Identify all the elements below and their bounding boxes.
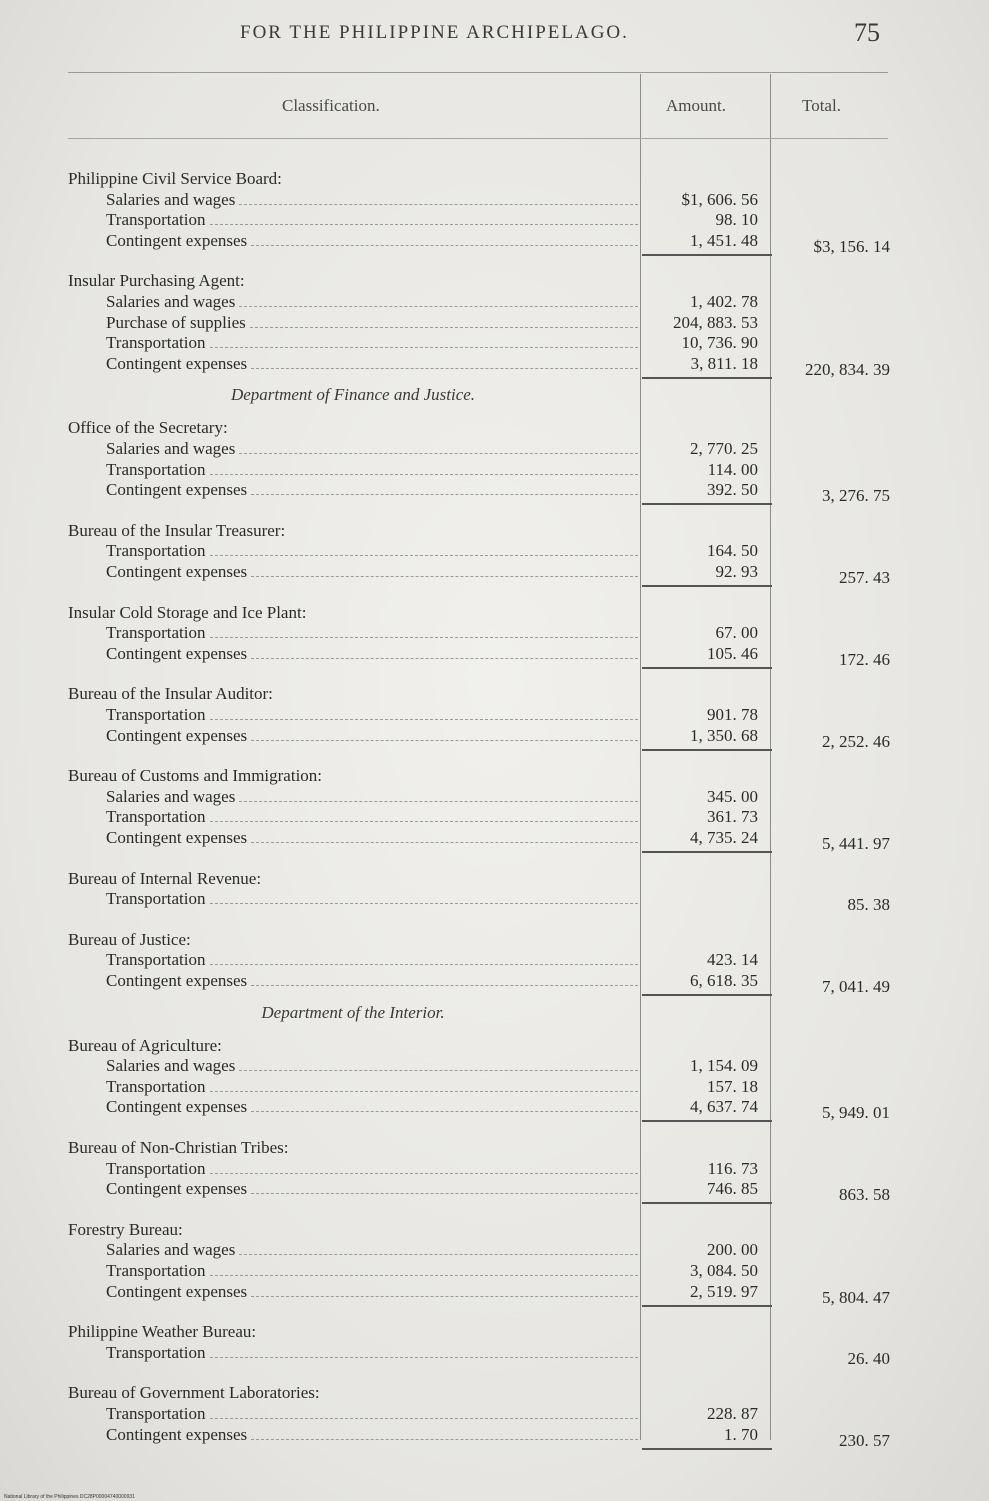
table-row xyxy=(60,704,890,726)
amount-cell: 105. 46 xyxy=(707,643,758,663)
table-row xyxy=(60,209,890,231)
subtotal-rule xyxy=(642,851,772,853)
item-label: Contingent expenses xyxy=(106,1424,248,1444)
subtotal-rule xyxy=(642,1120,772,1122)
leader-dots xyxy=(239,306,638,308)
section-label: Office of the Secretary: xyxy=(68,418,228,438)
amount-cell: 4, 637. 74 xyxy=(690,1097,758,1117)
leader-dots xyxy=(210,224,639,226)
table-row xyxy=(60,949,890,971)
leader-dots xyxy=(251,368,638,370)
leader-dots xyxy=(251,1439,638,1441)
subtotal-rule xyxy=(642,254,772,256)
item-label: Transportation xyxy=(106,1404,206,1423)
item-label: Salaries and wages xyxy=(106,1240,236,1260)
table-row xyxy=(60,1260,890,1282)
amount-cell: 423. 14 xyxy=(707,950,758,970)
page-title: FOR THE PHILIPPINE ARCHIPELAGO. xyxy=(240,22,629,43)
subtotal-rule xyxy=(642,585,772,587)
item-label: Contingent expenses xyxy=(106,562,248,581)
leader-dots xyxy=(250,327,638,329)
leader-dots xyxy=(251,245,638,247)
table-row xyxy=(60,1158,890,1180)
item-label: Purchase of supplies xyxy=(106,312,246,332)
subtotal-rule xyxy=(642,1202,772,1204)
table-section-row xyxy=(60,683,890,705)
leader-dots xyxy=(251,1193,638,1195)
page-number: 75 xyxy=(854,18,880,47)
total-cell: 5, 441. 97 xyxy=(822,834,890,853)
total-cell: 230. 57 xyxy=(839,1430,890,1450)
table-row xyxy=(60,725,890,751)
leader-dots xyxy=(210,719,639,721)
subtotal-rule xyxy=(642,1448,772,1450)
item-label: Salaries and wages xyxy=(106,292,236,311)
item-label: Transportation xyxy=(106,1158,206,1178)
leader-dots xyxy=(251,1296,638,1298)
table-section-row xyxy=(60,1137,890,1159)
amount-cell: 1, 402. 78 xyxy=(690,292,758,311)
table-row xyxy=(60,827,890,853)
section-label: Insular Purchasing Agent: xyxy=(68,271,245,291)
amount-cell: 1, 350. 68 xyxy=(690,725,758,745)
table-section-row xyxy=(60,602,890,624)
leader-dots xyxy=(210,1091,639,1093)
table-row xyxy=(60,353,890,379)
section-label: Forestry Bureau: xyxy=(68,1219,183,1239)
amount-cell: 345. 00 xyxy=(707,786,758,806)
amount-cell: 10, 736. 90 xyxy=(681,333,758,353)
total-cell: 2, 252. 46 xyxy=(822,731,890,751)
amount-cell: 204, 883. 53 xyxy=(673,312,758,332)
amount-cell: 901. 78 xyxy=(707,705,758,724)
subtotal-rule xyxy=(642,503,772,505)
leader-dots xyxy=(210,347,639,349)
table-row xyxy=(60,1403,890,1425)
leader-dots xyxy=(210,1418,639,1420)
amount-cell: 6, 618. 35 xyxy=(690,971,758,990)
item-label: Transportation xyxy=(106,1261,206,1280)
table-section-row xyxy=(60,1321,890,1343)
subtotal-rule xyxy=(642,1305,772,1307)
item-label: Transportation xyxy=(106,333,206,353)
total-cell: 26. 40 xyxy=(847,1348,890,1368)
table-row xyxy=(60,1281,890,1307)
item-label: Transportation xyxy=(106,459,206,479)
amount-cell: 3, 811. 18 xyxy=(690,353,758,373)
item-label: Contingent expenses xyxy=(106,480,248,500)
table-row xyxy=(60,540,890,562)
item-label: Transportation xyxy=(106,623,206,643)
section-label: Insular Cold Storage and Ice Plant: xyxy=(68,602,307,622)
item-label: Transportation xyxy=(106,950,206,970)
amount-cell: 92. 93 xyxy=(715,562,758,581)
table-row xyxy=(60,291,890,313)
running-head xyxy=(0,18,989,48)
leader-dots xyxy=(251,740,638,742)
leader-dots xyxy=(210,903,639,905)
leader-dots xyxy=(210,964,639,966)
amount-cell: 1, 451. 48 xyxy=(690,230,758,250)
table-row xyxy=(60,970,890,996)
department-heading: Department of Finance and Justice. xyxy=(230,385,476,405)
total-cell: 3, 276. 75 xyxy=(822,486,890,506)
table-section-row xyxy=(60,765,890,787)
amount-cell: 2, 519. 97 xyxy=(690,1281,758,1301)
item-label: Transportation xyxy=(106,705,206,724)
table-row xyxy=(60,786,890,808)
amount-cell: 164. 50 xyxy=(707,541,758,561)
item-label: Salaries and wages xyxy=(106,1056,236,1076)
table-row xyxy=(60,1096,890,1123)
table-row xyxy=(60,1342,890,1368)
table-section-row xyxy=(60,1219,890,1241)
column-header-amount: Amount. xyxy=(666,96,726,115)
item-label: Transportation xyxy=(106,541,206,561)
leader-dots xyxy=(239,801,638,803)
item-label: Transportation xyxy=(106,889,206,909)
total-cell: 863. 58 xyxy=(839,1185,890,1205)
leader-dots xyxy=(210,1275,639,1277)
section-label: Philippine Civil Service Board: xyxy=(68,169,282,188)
amount-cell: 157. 18 xyxy=(707,1076,758,1096)
table-row xyxy=(60,332,890,354)
amount-cell: 1. 70 xyxy=(724,1424,758,1444)
leader-dots xyxy=(251,985,638,987)
table-row xyxy=(60,622,890,644)
table-row xyxy=(60,1239,890,1261)
footer-credit: National Library of the Philippines DC28P00004740000931 xyxy=(4,1494,135,1500)
department-heading: Department of the Interior. xyxy=(261,1002,445,1022)
item-label: Contingent expenses xyxy=(106,971,248,990)
amount-cell: 98. 10 xyxy=(715,210,758,230)
table-row xyxy=(60,643,890,669)
table-row xyxy=(60,1055,890,1077)
table-row xyxy=(60,888,890,915)
table-row xyxy=(60,561,890,587)
amount-cell: 200. 00 xyxy=(707,1240,758,1260)
section-label: Bureau of Non-Christian Tribes: xyxy=(68,1138,289,1157)
table-section-row xyxy=(60,868,890,890)
amount-cell: 1, 154. 09 xyxy=(690,1056,758,1076)
amount-cell: $1, 606. 56 xyxy=(681,189,758,209)
item-label: Contingent expenses xyxy=(106,230,248,250)
total-cell: 85. 38 xyxy=(847,895,890,915)
leader-dots xyxy=(239,1254,638,1256)
item-label: Transportation xyxy=(106,1076,206,1096)
table-row xyxy=(60,189,890,211)
table-section-row xyxy=(60,929,890,951)
leader-dots xyxy=(210,1357,639,1359)
table-top-rule xyxy=(68,72,888,73)
table-section-row xyxy=(60,1035,890,1057)
item-label: Salaries and wages xyxy=(106,786,236,806)
section-label: Bureau of the Insular Auditor: xyxy=(68,684,273,704)
table-row xyxy=(60,479,890,506)
item-label: Contingent expenses xyxy=(106,353,248,373)
item-label: Contingent expenses xyxy=(106,1281,248,1301)
leader-dots xyxy=(251,842,638,844)
leader-dots xyxy=(210,821,639,823)
total-cell: $3, 156. 14 xyxy=(813,236,890,256)
section-label: Philippine Weather Bureau: xyxy=(68,1322,257,1342)
item-label: Salaries and wages xyxy=(106,189,236,209)
item-label: Contingent expenses xyxy=(106,1179,248,1199)
amount-cell: 67. 00 xyxy=(715,623,758,643)
amount-cell: 361. 73 xyxy=(707,807,758,827)
section-label: Bureau of Agriculture: xyxy=(68,1035,222,1055)
amount-cell: 116. 73 xyxy=(707,1158,758,1178)
item-label: Transportation xyxy=(106,210,206,230)
item-label: Salaries and wages xyxy=(106,439,236,458)
column-header-total: Total. xyxy=(802,96,841,115)
subtotal-rule xyxy=(642,377,772,379)
leader-dots xyxy=(239,453,638,455)
section-label: Bureau of Government Laboratories: xyxy=(68,1383,320,1403)
table-section-row xyxy=(60,1382,890,1404)
item-label: Contingent expenses xyxy=(106,828,248,847)
leader-dots xyxy=(210,555,639,557)
item-label: Contingent expenses xyxy=(106,643,248,663)
amount-cell: 3, 084. 50 xyxy=(690,1261,758,1280)
table-row xyxy=(60,459,890,481)
section-label: Bureau of Internal Revenue: xyxy=(68,868,262,888)
table-row xyxy=(60,438,890,460)
item-label: Contingent expenses xyxy=(106,725,248,745)
total-cell: 257. 43 xyxy=(839,568,890,587)
amount-cell: 228. 87 xyxy=(707,1404,758,1423)
leader-dots xyxy=(251,494,638,496)
leader-dots xyxy=(210,1173,639,1175)
table-row xyxy=(60,230,890,256)
section-label: Bureau of Justice: xyxy=(68,929,191,949)
subtotal-rule xyxy=(642,749,772,751)
amount-cell: 4, 735. 24 xyxy=(690,828,758,847)
column-header-classification: Classification. xyxy=(282,96,380,115)
table-section-row xyxy=(60,520,890,542)
total-cell: 5, 949. 01 xyxy=(822,1103,890,1123)
table-row xyxy=(60,1178,890,1205)
total-cell: 7, 041. 49 xyxy=(822,977,890,996)
table-header-rule xyxy=(68,138,888,139)
amount-cell: 2, 770. 25 xyxy=(690,439,758,458)
subtotal-rule xyxy=(642,994,772,996)
leader-dots xyxy=(210,637,639,639)
table-section-row xyxy=(60,270,890,292)
amount-cell: 114. 00 xyxy=(707,459,758,479)
amount-cell: 746. 85 xyxy=(707,1179,758,1199)
total-cell: 172. 46 xyxy=(839,649,890,669)
item-label: Contingent expenses xyxy=(106,1097,248,1117)
table-row xyxy=(60,1076,890,1098)
table-row xyxy=(60,1424,890,1450)
total-cell: 5, 804. 47 xyxy=(822,1287,890,1307)
table-section-row xyxy=(60,168,890,190)
table-row xyxy=(60,806,890,828)
table-row xyxy=(60,312,890,334)
amount-cell: 392. 50 xyxy=(707,480,758,500)
total-cell: 220, 834. 39 xyxy=(805,359,890,379)
leader-dots xyxy=(239,1070,638,1072)
section-label: Bureau of the Insular Treasurer: xyxy=(68,520,286,540)
leader-dots xyxy=(210,474,639,476)
item-label: Transportation xyxy=(106,807,206,827)
subtotal-rule xyxy=(642,667,772,669)
table-section-row xyxy=(60,417,890,439)
leader-dots xyxy=(239,204,638,206)
item-label: Transportation xyxy=(106,1342,206,1362)
leader-dots xyxy=(251,576,638,578)
section-label: Bureau of Customs and Immigration: xyxy=(68,766,323,786)
leader-dots xyxy=(251,1111,638,1113)
leader-dots xyxy=(251,658,638,660)
